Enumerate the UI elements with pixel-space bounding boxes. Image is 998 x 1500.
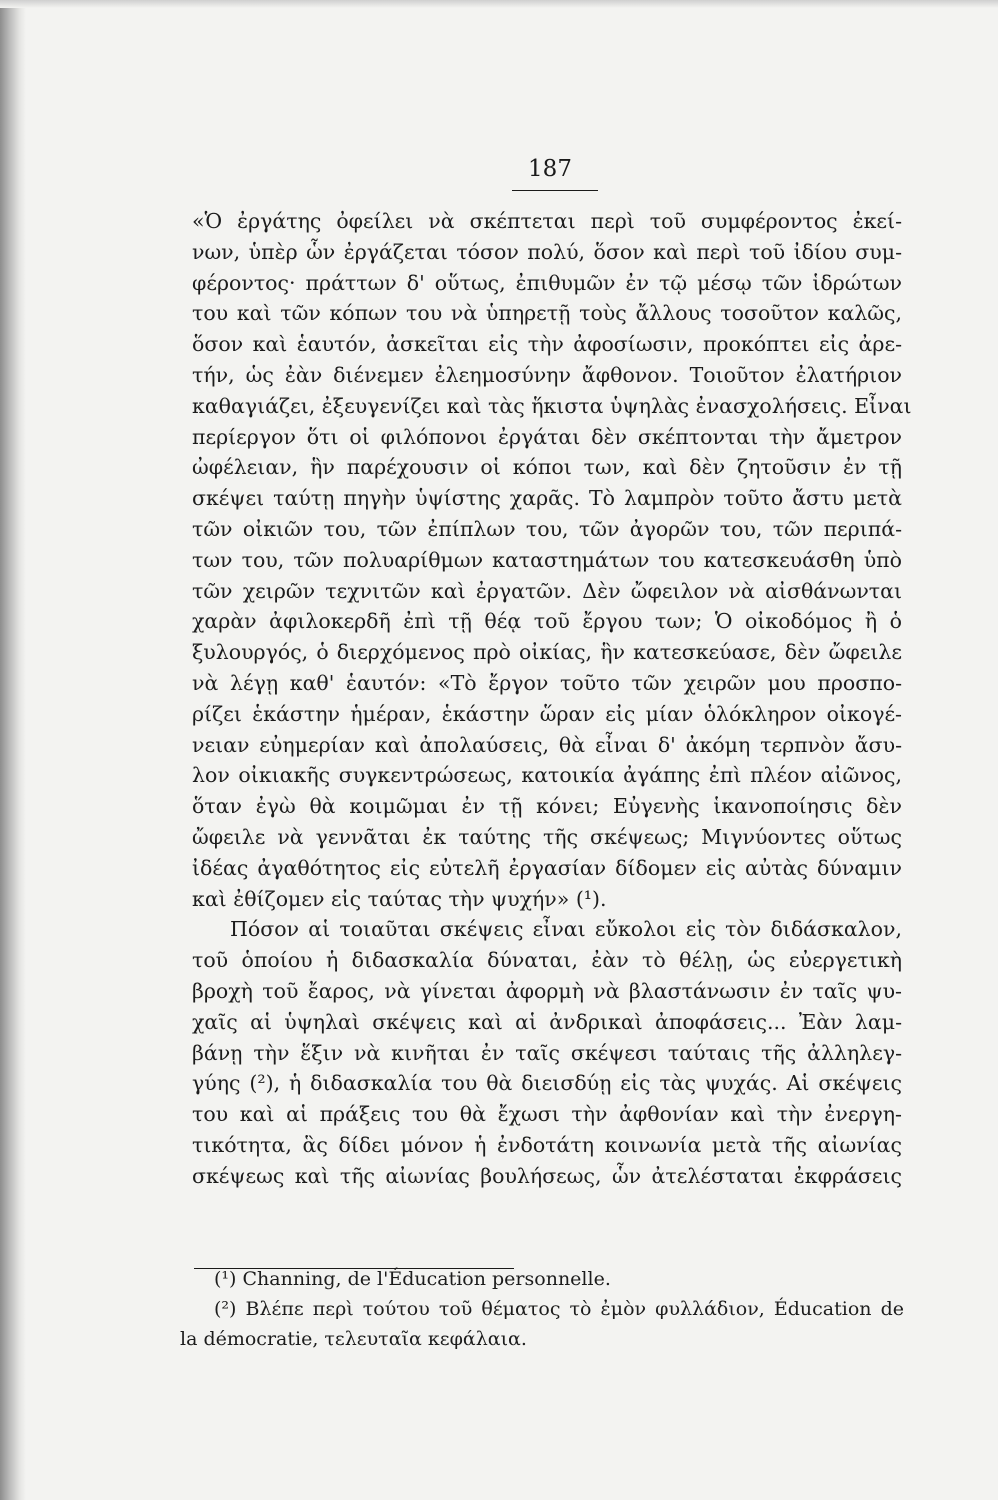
text-line: σκέψεως καὶ τῆς αἰωνίας βουλήσεως, ὧν ἀτελέσταται ἐκφράσεις	[192, 1163, 902, 1188]
text-line: ὅσον καὶ ἑαυτόν, ἀσκεῖται εἰς τὴν ἀφοσίωσιν, προκόπτει εἰς ἀρε-	[192, 332, 902, 357]
text-line: τοῦ ὁποίου ἡ διδασκαλία δύναται, ἐὰν τὸ θέλῃ, ὡς εὐεργετικὴ	[192, 948, 902, 973]
text-line: σκέψει ταύτῃ πηγὴν ὑψίστης χαρᾶς. Τὸ λαμπρὸν τοῦτο ἄστυ μετὰ	[192, 486, 902, 511]
text-line: χαῖς αἱ ὑψηλαὶ σκέψεις καὶ αἱ ἀνδρικαὶ ἀποφάσεις... Ἐὰν λαμ-	[192, 1009, 902, 1034]
footnotes	[180, 1264, 904, 1354]
text-line: ὅταν ἐγὼ θὰ κοιμῶμαι ἐν τῇ κόνει; Εὐγενὴς ἱκανοποίησις δὲν	[192, 794, 902, 819]
text-line: «Ὁ ἐργάτης ὀφείλει νὰ σκέπτεται περὶ τοῦ συμφέροντος ἐκεί-	[192, 209, 902, 233]
text-line: νειαν εὐημερίαν καὶ ἀπολαύσεις, θὰ εἶναι δ' ἀκόμη τερπνὸν ἄσυ-	[192, 732, 902, 757]
text-line: του καὶ τῶν κόπων του νὰ ὑπηρετῇ τοὺς ἄλλους τοσοῦτον καλῶς,	[192, 301, 902, 326]
text-line: τῶν οἰκιῶν του, τῶν ἐπίπλων του, τῶν ἀγορῶν του, τῶν περιπά-	[192, 516, 902, 541]
text-line: χαρὰν ἀφιλοκερδῆ ἐπὶ τῇ θέᾳ τοῦ ἔργου των; Ὁ οἰκοδόμος ἢ ὁ	[192, 609, 902, 634]
page-number: 187	[528, 156, 572, 182]
text-line: των του, τῶν πολυαρίθμων καταστημάτων του κατεσκευάσθη ὑπὸ	[192, 547, 902, 572]
footnote-2-continuation: la démocratie, τελευταῖα κεφάλαια.	[180, 1328, 527, 1350]
text-line: ξυλουργός, ὁ διερχόμενος πρὸ οἰκίας, ἣν κατεσκεύασε, δὲν ὤφειλε	[192, 640, 902, 665]
text-line: ὤφειλε νὰ γεννᾶται ἐκ ταύτης τῆς σκέψεως; Μιγνύοντες οὕτως	[192, 824, 902, 849]
text-line: τῶν χειρῶν τεχνιτῶν καὶ ἐργατῶν. Δὲν ὤφειλον νὰ αἰσθάνωνται	[192, 578, 902, 603]
page-number-underline	[512, 190, 598, 191]
main-text	[192, 206, 912, 1192]
text-line: ἰδέας ἀγαθότητος εἰς εὐτελῆ ἐργασίαν δίδομεν εἰς αὐτὰς δύναμιν	[192, 855, 902, 880]
text-line: λον οἰκιακῆς συγκεντρώσεως, κατοικία ἀγάπης ἐπὶ πλέον αἰῶνος,	[192, 763, 902, 788]
text-line: βάνῃ τὴν ἕξιν νὰ κινῆται ἐν ταῖς σκέψεσι ταύταις τῆς ἀλληλεγ-	[192, 1040, 902, 1065]
text-line: περίεργον ὅτι οἱ φιλόπονοι ἐργάται δὲν σκέπτονται τὴν ἄμετρον	[192, 424, 902, 449]
text-line: Πόσον αἱ τοιαῦται σκέψεις εἶναι εὔκολοι εἰς τὸν διδάσκαλον,	[230, 917, 902, 942]
text-line: ρίζει ἑκάστην ἡμέραν, ἑκάστην ὥραν εἰς μίαν ὁλόκληρον οἰκογέ-	[192, 701, 902, 726]
page-top-edge	[0, 0, 998, 8]
text-line: καθαγιάζει, ἐξευγενίζει καὶ τὰς ἥκιστα ὑψηλὰς ἐνασχολήσεις. Εἶναι	[192, 393, 912, 418]
text-line: βροχὴ τοῦ ἔαρος, νὰ γίνεται ἀφορμὴ νὰ βλαστάνωσιν ἐν ταῖς ψυ-	[192, 978, 902, 1003]
footnote-1: (¹) Channing, de l'Éducation personnelle.	[214, 1268, 611, 1290]
page-gutter-shadow	[0, 0, 26, 1500]
text-line: νων, ὑπὲρ ὧν ἐργάζεται τόσον πολύ, ὅσον καὶ περὶ τοῦ ἰδίου συμ-	[192, 239, 902, 264]
text-line: νὰ λέγῃ καθ' ἑαυτόν: «Τὸ ἔργον τοῦτο τῶν χειρῶν μου προσπο-	[192, 670, 902, 695]
text-line: τικότητα, ἃς δίδει μόνον ἡ ἐνδοτάτη κοινωνία μετὰ τῆς αἰωνίας	[192, 1132, 902, 1157]
text-line: του καὶ αἱ πράξεις του θὰ ἔχωσι τὴν ἀφθονίαν καὶ τὴν ἐνεργη-	[192, 1102, 902, 1127]
text-line: ὠφέλειαν, ἣν παρέχουσιν οἱ κόποι των, καὶ δὲν ζητοῦσιν ἐν τῇ	[192, 455, 902, 480]
footnote-2: (²) Βλέπε περὶ τούτου τοῦ θέματος τὸ ἐμὸν φυλλάδιον, Éducation de	[214, 1298, 904, 1320]
text-line: τήν, ὡς ἐὰν διένεμεν ἐλεημοσύνην ἄφθονον. Τοιοῦτον ἐλατήριον	[192, 362, 902, 387]
text-line: φέροντος· πράττων δ' οὕτως, ἐπιθυμῶν ἐν τῷ μέσῳ τῶν ἱδρώτων	[192, 270, 902, 295]
text-line: καὶ ἐθίζομεν εἰς ταύτας τὴν ψυχήν» (¹).	[192, 886, 607, 911]
text-line: γύης (²), ἡ διδασκαλία του θὰ διεισδύῃ εἰς τὰς ψυχάς. Αἱ σκέψεις	[192, 1071, 902, 1096]
